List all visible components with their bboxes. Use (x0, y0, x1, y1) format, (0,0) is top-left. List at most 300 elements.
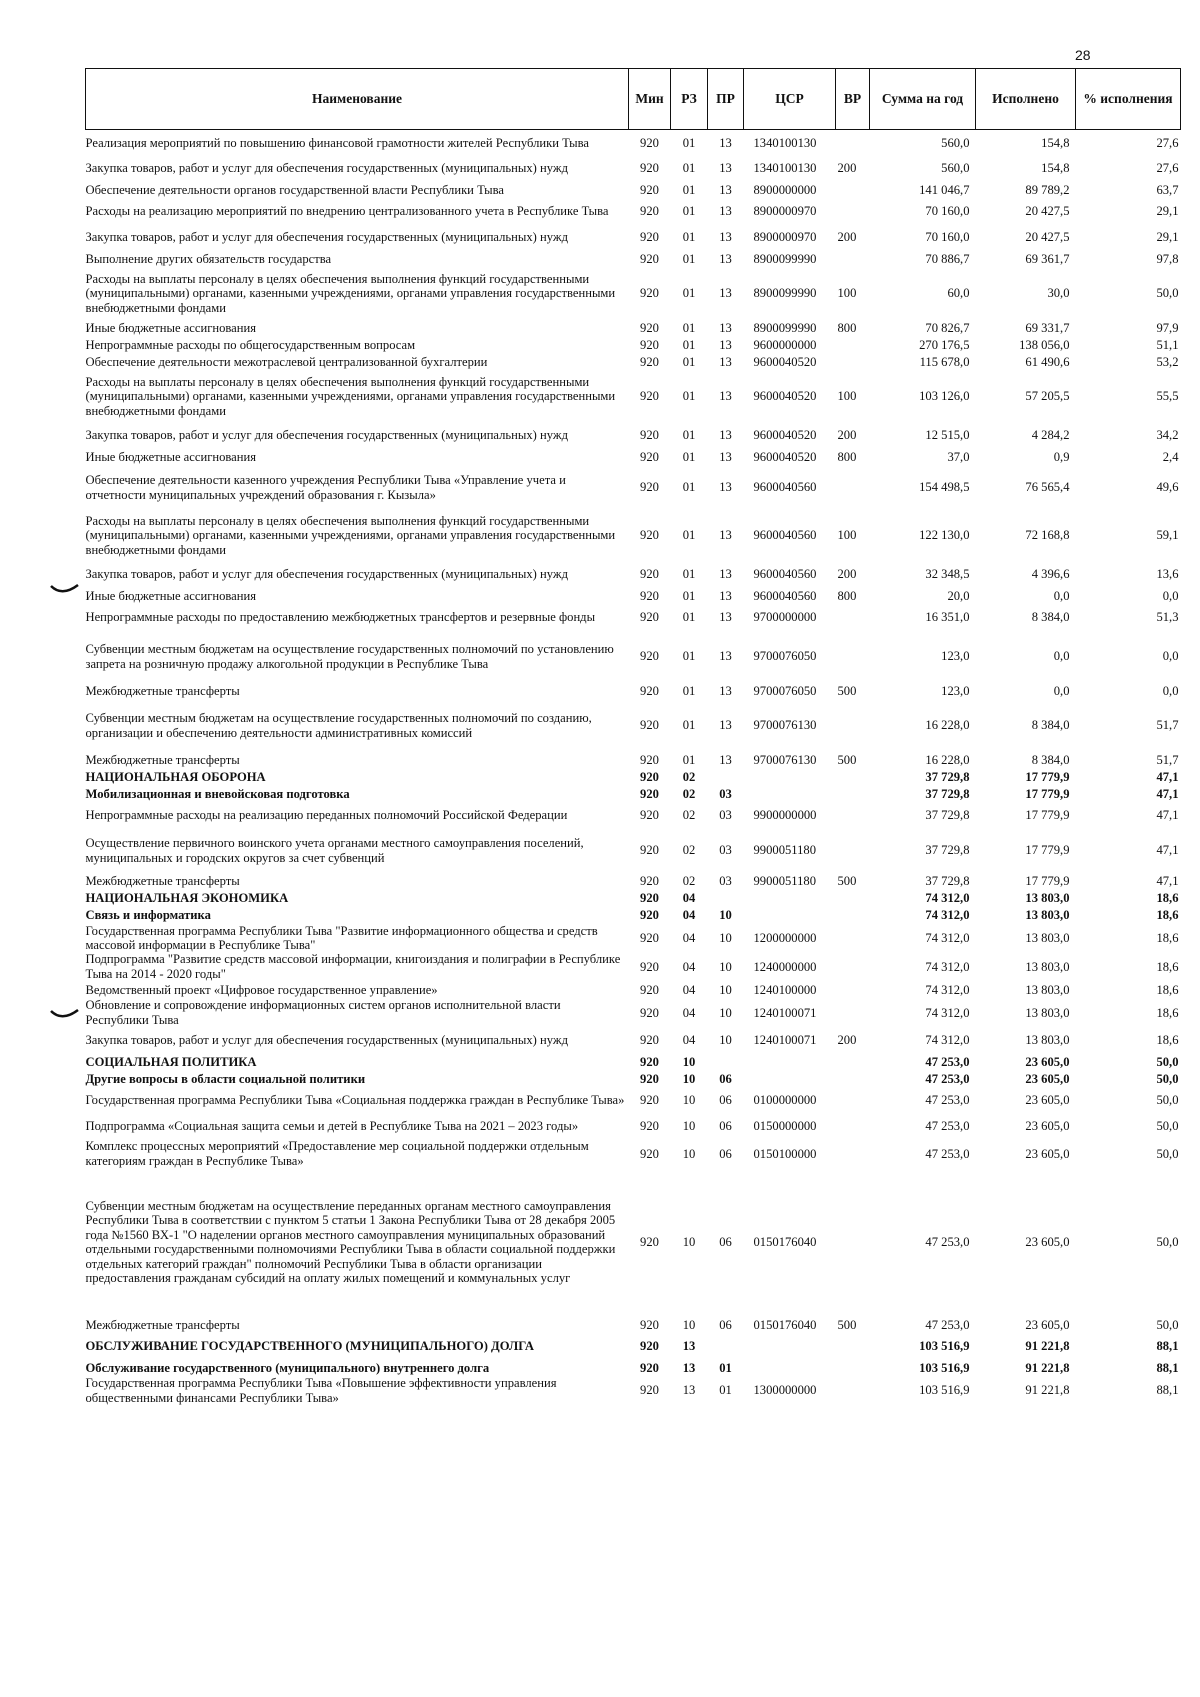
row-section: 01 (682, 135, 696, 150)
row-subsection: 13 (719, 649, 732, 664)
row-target-article: 1300000000 (753, 1383, 817, 1398)
table-row (86, 1316, 1181, 1333)
row-percent: 13,6 (1156, 567, 1179, 582)
row-target-article: 1240100071 (753, 1033, 817, 1048)
row-executed: 0,0 (1053, 588, 1070, 603)
row-target-article: 9600040520 (753, 354, 817, 369)
row-expense-type (836, 1113, 870, 1139)
row-ministry: 920 (640, 808, 659, 823)
row-percent: 34,2 (1156, 428, 1179, 443)
row-annual-sum: 74 312,0 (925, 890, 970, 905)
row-subsection: 06 (719, 1317, 732, 1332)
row-executed: 23 605,0 (1025, 1146, 1070, 1161)
row-section: 10 (682, 1235, 696, 1250)
row-expense-type (836, 1359, 870, 1376)
row-subsection: 10 (719, 1005, 732, 1020)
row-annual-sum: 74 312,0 (925, 1033, 970, 1048)
row-executed: 4 284,2 (1031, 428, 1070, 443)
row-expense-type (836, 998, 870, 1027)
row-executed: 20 427,5 (1025, 204, 1070, 219)
row-name: Межбюджетные трансферты (85, 1317, 240, 1332)
row-expense-type (836, 829, 870, 873)
table-row (86, 130, 1181, 156)
row-target-article: 9600040560 (753, 567, 817, 582)
row-subsection: 13 (719, 610, 732, 625)
row-section: 01 (682, 752, 696, 767)
row-percent: 50,0 (1156, 1317, 1179, 1332)
row-target-article: 1240100000 (753, 982, 817, 997)
row-expense-type (836, 354, 870, 371)
row-subsection: 13 (719, 428, 732, 443)
row-target-article: 1240100071 (753, 1005, 817, 1020)
row-subsection: 13 (719, 588, 732, 603)
row-section: 04 (682, 959, 696, 974)
row-section: 04 (682, 890, 696, 905)
row-section: 01 (682, 528, 696, 543)
row-name: Другие вопросы в области социальной политики (85, 1071, 366, 1086)
row-percent: 55,5 (1156, 389, 1179, 404)
row-executed: 0,0 (1053, 683, 1070, 698)
row-ministry: 920 (640, 1339, 659, 1354)
row-ministry: 920 (640, 204, 659, 219)
header-subsection: ПР (708, 69, 744, 130)
row-percent: 88,1 (1156, 1339, 1179, 1354)
row-percent: 47,1 (1156, 808, 1179, 823)
row-executed: 23 605,0 (1025, 1119, 1070, 1134)
row-subsection: 03 (719, 873, 732, 888)
row-percent: 51,1 (1156, 337, 1179, 352)
row-percent: 50,0 (1156, 1235, 1179, 1250)
row-executed: 23 605,0 (1025, 1071, 1070, 1086)
row-name: Выполнение других обязательств государства (85, 251, 332, 266)
row-executed: 17 779,9 (1025, 873, 1070, 888)
row-target-article: 1200000000 (753, 930, 817, 945)
row-executed: 61 490,6 (1025, 354, 1070, 369)
row-target-article: 0100000000 (753, 1093, 817, 1108)
row-target-article (744, 1359, 836, 1376)
table-row (86, 1139, 1181, 1168)
row-annual-sum: 70 160,0 (925, 204, 970, 219)
row-expense-type (836, 1139, 870, 1168)
row-percent: 47,1 (1156, 873, 1179, 888)
row-target-article: 9600040520 (753, 428, 817, 443)
row-annual-sum: 47 253,0 (925, 1317, 970, 1332)
row-executed: 69 331,7 (1025, 320, 1070, 335)
row-name: Субвенции местным бюджетам на осуществление переданных органам местного самоуправления Республики Тыва в соответствии с пунктом 5 статьи 1 Закона Республики Тыва от 28 декабря 2005 года №1560 ВХ-1 "О наделении органов местного самоуправления муниципальных образований отдельными государственными полномочиями Республики Тыва в области социальной поддержки отдельных категорий граждан" полномочий Республики Тыва в области организации предоставления гражданам субсидий на оплату жилых помещений и коммунальных услуг (85, 1198, 616, 1286)
row-executed: 8 384,0 (1031, 718, 1070, 733)
row-name: Обеспечение деятельности органов государственной власти Республики Тыва (85, 182, 504, 197)
row-executed: 69 361,7 (1025, 251, 1070, 266)
row-executed: 138 056,0 (1019, 337, 1070, 352)
row-ministry: 920 (640, 354, 659, 369)
row-annual-sum: 560,0 (941, 135, 970, 150)
row-target-article (744, 1053, 836, 1070)
row-target-article: 9700076050 (753, 683, 817, 698)
row-percent: 47,1 (1156, 786, 1179, 801)
table-row (86, 354, 1181, 371)
header-executed: Исполнено (976, 69, 1076, 130)
row-subsection (708, 1333, 744, 1359)
row-ministry: 920 (640, 1146, 659, 1161)
row-target-article: 0150000000 (753, 1119, 817, 1134)
row-percent: 27,6 (1156, 135, 1179, 150)
section-row (86, 907, 1181, 924)
row-name: Расходы на реализацию мероприятий по внедрению централизованного учета в Республике Тыва (85, 204, 609, 219)
row-ministry: 920 (640, 251, 659, 266)
row-section: 04 (682, 982, 696, 997)
margin-check-mark (50, 583, 80, 595)
row-ministry: 920 (640, 649, 659, 664)
row-target-article (744, 769, 836, 786)
row-expense-type: 200 (837, 230, 857, 245)
row-ministry: 920 (640, 528, 659, 543)
row-annual-sum: 154 498,5 (919, 480, 970, 495)
header-percent-executed: % исполнения (1076, 69, 1181, 130)
row-name: Реализация мероприятий по повышению финансовой грамотности жителей Республики Тыва (85, 135, 590, 150)
row-section: 13 (682, 1383, 696, 1398)
row-name: Обеспечение деятельности межотраслевой централизованной бухгалтерии (85, 354, 488, 369)
row-target-article: 9600040560 (753, 588, 817, 603)
row-name: Закупка товаров, работ и услуг для обеспечения государственных (муниципальных) нужд (85, 428, 568, 443)
row-percent: 63,7 (1156, 182, 1179, 197)
row-percent: 47,1 (1156, 769, 1179, 784)
row-name: Связь и информатика (85, 907, 211, 922)
row-section: 13 (682, 1339, 696, 1354)
row-expense-type (836, 803, 870, 829)
row-percent: 27,6 (1156, 161, 1179, 176)
table-row (86, 182, 1181, 199)
section-row (86, 1070, 1181, 1087)
row-percent: 29,1 (1156, 204, 1179, 219)
row-percent: 29,1 (1156, 230, 1179, 245)
table-row (86, 1168, 1181, 1316)
row-name: Закупка товаров, работ и услуг для обеспечения государственных (муниципальных) нужд (85, 161, 568, 176)
row-executed: 13 803,0 (1025, 982, 1070, 997)
table-row (86, 251, 1181, 268)
row-annual-sum: 16 351,0 (925, 610, 970, 625)
row-annual-sum: 115 678,0 (919, 354, 970, 369)
row-ministry: 920 (640, 182, 659, 197)
row-target-article (744, 890, 836, 907)
row-name: Межбюджетные трансферты (85, 683, 240, 698)
row-name: Иные бюджетные ассигнования (85, 320, 257, 335)
row-percent: 51,7 (1156, 718, 1179, 733)
row-executed: 13 803,0 (1025, 907, 1070, 922)
row-annual-sum: 70 886,7 (925, 251, 970, 266)
row-annual-sum: 74 312,0 (925, 930, 970, 945)
row-section: 10 (682, 1317, 696, 1332)
table-row (86, 1087, 1181, 1113)
row-target-article: 9700000000 (753, 610, 817, 625)
row-target-article: 9900051180 (753, 873, 817, 888)
row-ministry: 920 (640, 567, 659, 582)
row-ministry: 920 (640, 982, 659, 997)
row-section: 10 (682, 1146, 696, 1161)
row-ministry: 920 (640, 286, 659, 301)
row-target-article: 9600000000 (753, 337, 817, 352)
row-name: НАЦИОНАЛЬНАЯ ОБОРОНА (85, 769, 266, 784)
row-name: Расходы на выплаты персоналу в целях обеспечения выполнения функций государственными (муниципальными) органами, казенными учреждениями, органами управления государственными внебюджетными фондами (85, 374, 616, 418)
row-executed: 17 779,9 (1025, 843, 1070, 858)
row-section: 01 (682, 251, 696, 266)
section-row (86, 1333, 1181, 1359)
row-percent: 0,0 (1162, 649, 1179, 664)
row-executed: 154,8 (1041, 135, 1070, 150)
row-subsection: 13 (719, 161, 732, 176)
row-percent: 88,1 (1156, 1383, 1179, 1398)
table-row (86, 700, 1181, 752)
row-subsection: 06 (719, 1235, 732, 1250)
row-annual-sum: 47 253,0 (925, 1146, 970, 1161)
row-name: ОБСЛУЖИВАНИЕ ГОСУДАРСТВЕННОГО (МУНИЦИПАЛЬНОГО) ДОЛГА (85, 1339, 534, 1354)
row-ministry: 920 (640, 1033, 659, 1048)
header-name: Наименование (86, 69, 629, 130)
row-expense-type: 500 (837, 1317, 857, 1332)
header-section: РЗ (671, 69, 708, 130)
header-annual-sum: Сумма на год (870, 69, 976, 130)
row-ministry: 920 (640, 135, 659, 150)
row-target-article: 8900000970 (753, 230, 817, 245)
row-annual-sum: 74 312,0 (925, 982, 970, 997)
row-ministry: 920 (640, 1093, 659, 1108)
row-subsection: 10 (719, 959, 732, 974)
row-section: 10 (682, 1071, 696, 1086)
row-expense-type: 200 (837, 161, 857, 176)
row-annual-sum: 60,0 (947, 286, 970, 301)
row-expense-type (836, 605, 870, 631)
row-ministry: 920 (640, 890, 659, 905)
row-executed: 13 803,0 (1025, 959, 1070, 974)
row-percent: 49,6 (1156, 480, 1179, 495)
row-target-article (744, 1070, 836, 1087)
table-row (86, 829, 1181, 873)
row-annual-sum: 122 130,0 (919, 528, 970, 543)
row-name: Ведомственный проект «Цифровое государственное управление» (85, 982, 438, 997)
row-percent: 50,0 (1156, 1146, 1179, 1161)
row-annual-sum: 74 312,0 (925, 959, 970, 974)
row-name: Непрограммные расходы на реализацию переданных полномочий Российской Федерации (85, 808, 568, 823)
row-name: Субвенции местным бюджетам на осуществление государственных полномочий по установлению запрета на розничную продажу алкогольной продукции в Республике Тыва (85, 642, 614, 671)
row-section: 10 (682, 1054, 696, 1069)
row-name: Обеспечение деятельности казенного учреждения Республики Тыва «Управление учета и отчетности муниципальных учреждений образования г. Кызыла» (85, 473, 566, 502)
row-section: 02 (682, 769, 696, 784)
row-target-article: 9600040520 (753, 389, 817, 404)
row-name: Подпрограмма «Социальная защита семьи и детей в Республике Тыва на 2021 – 2023 годы» (85, 1119, 579, 1134)
row-percent: 50,0 (1156, 286, 1179, 301)
row-section: 01 (682, 610, 696, 625)
row-annual-sum: 37 729,8 (925, 769, 970, 784)
row-subsection: 13 (719, 320, 732, 335)
row-percent: 18,6 (1156, 930, 1179, 945)
row-annual-sum: 47 253,0 (925, 1093, 970, 1108)
row-ministry: 920 (640, 1235, 659, 1250)
row-target-article: 9700076130 (753, 718, 817, 733)
row-executed: 89 789,2 (1025, 182, 1070, 197)
row-section: 01 (682, 320, 696, 335)
table-row (86, 924, 1181, 953)
row-section: 01 (682, 649, 696, 664)
row-expense-type (836, 337, 870, 354)
table-row (86, 466, 1181, 510)
section-row (86, 1359, 1181, 1376)
row-section: 04 (682, 1033, 696, 1048)
row-ministry: 920 (640, 786, 659, 801)
table-row (86, 320, 1181, 337)
row-executed: 20 427,5 (1025, 230, 1070, 245)
row-name: Расходы на выплаты персоналу в целях обеспечения выполнения функций государственными (муниципальными) органами, казенными учреждениями, органами управления государственными внебюджетными фондами (85, 513, 616, 557)
row-annual-sum: 103 516,9 (919, 1339, 970, 1354)
row-section: 01 (682, 161, 696, 176)
row-percent: 59,1 (1156, 528, 1179, 543)
row-annual-sum: 20,0 (947, 588, 970, 603)
budget-execution-table (85, 68, 1181, 1405)
row-expense-type (836, 631, 870, 683)
row-percent: 97,9 (1156, 320, 1179, 335)
row-percent: 88,1 (1156, 1360, 1179, 1375)
row-ministry: 920 (640, 610, 659, 625)
row-expense-type (836, 182, 870, 199)
row-section: 01 (682, 567, 696, 582)
row-expense-type (836, 907, 870, 924)
row-executed: 23 605,0 (1025, 1093, 1070, 1108)
row-name: НАЦИОНАЛЬНАЯ ЭКОНОМИКА (85, 890, 289, 905)
row-ministry: 920 (640, 389, 659, 404)
table-row (86, 510, 1181, 562)
row-ministry: 920 (640, 1383, 659, 1398)
row-expense-type: 100 (837, 286, 857, 301)
table-row (86, 1113, 1181, 1139)
table-row (86, 998, 1181, 1027)
row-annual-sum: 37,0 (947, 449, 970, 464)
row-expense-type (836, 1333, 870, 1359)
row-annual-sum: 16 228,0 (925, 752, 970, 767)
row-ministry: 920 (640, 449, 659, 464)
row-expense-type (836, 130, 870, 156)
row-annual-sum: 37 729,8 (925, 786, 970, 801)
row-target-article: 8900099990 (753, 320, 817, 335)
row-annual-sum: 47 253,0 (925, 1071, 970, 1086)
row-section: 01 (682, 718, 696, 733)
row-subsection: 10 (719, 982, 732, 997)
row-subsection: 13 (719, 683, 732, 698)
row-subsection: 13 (719, 752, 732, 767)
table-row (86, 423, 1181, 449)
row-section: 01 (682, 230, 696, 245)
section-row (86, 769, 1181, 786)
row-name: Государственная программа Республики Тыва «Повышение эффективности управления общественными финансами Республики Тыва» (85, 1376, 557, 1405)
row-annual-sum: 141 046,7 (919, 182, 970, 197)
row-subsection: 13 (719, 567, 732, 582)
table-header-row (86, 69, 1181, 130)
row-executed: 23 605,0 (1025, 1317, 1070, 1332)
row-expense-type (836, 1168, 870, 1316)
row-executed: 76 565,4 (1025, 480, 1070, 495)
row-executed: 17 779,9 (1025, 769, 1070, 784)
row-expense-type: 200 (837, 428, 857, 443)
row-section: 02 (682, 808, 696, 823)
row-annual-sum: 37 729,8 (925, 843, 970, 858)
row-name: Мобилизационная и вневойсковая подготовка (85, 786, 350, 801)
row-section: 13 (682, 1360, 696, 1375)
row-percent: 18,6 (1156, 907, 1179, 922)
row-annual-sum: 12 515,0 (925, 428, 970, 443)
row-target-article: 0150176040 (753, 1235, 817, 1250)
row-section: 04 (682, 1005, 696, 1020)
row-executed: 8 384,0 (1031, 610, 1070, 625)
row-executed: 91 221,8 (1025, 1339, 1070, 1354)
row-ministry: 920 (640, 930, 659, 945)
row-section: 04 (682, 907, 696, 922)
row-name: Государственная программа Республики Тыва «Социальная поддержка граждан в Республике Тыва» (85, 1093, 625, 1108)
table-row (86, 631, 1181, 683)
row-target-article: 1340100130 (753, 161, 817, 176)
row-annual-sum: 270 176,5 (919, 337, 970, 352)
row-annual-sum: 103 516,9 (919, 1360, 970, 1375)
row-target-article: 9700076130 (753, 752, 817, 767)
row-percent: 0,0 (1162, 588, 1179, 603)
row-percent: 50,0 (1156, 1071, 1179, 1086)
row-ministry: 920 (640, 843, 659, 858)
row-ministry: 920 (640, 1054, 659, 1069)
row-name: Непрограммные расходы по общегосударственным вопросам (85, 337, 416, 352)
row-annual-sum: 47 253,0 (925, 1119, 970, 1134)
row-ministry: 920 (640, 769, 659, 784)
section-row (86, 786, 1181, 803)
row-percent: 18,6 (1156, 959, 1179, 974)
row-percent: 18,6 (1156, 1033, 1179, 1048)
row-expense-type (836, 769, 870, 786)
row-percent: 50,0 (1156, 1054, 1179, 1069)
row-subsection: 10 (719, 1033, 732, 1048)
row-subsection: 06 (719, 1119, 732, 1134)
row-target-article: 9600040520 (753, 449, 817, 464)
row-executed: 0,9 (1053, 449, 1070, 464)
row-ministry: 920 (640, 161, 659, 176)
row-expense-type (836, 1087, 870, 1113)
row-ministry: 920 (640, 1071, 659, 1086)
table-row (86, 1027, 1181, 1053)
margin-check-mark (50, 1008, 80, 1020)
row-section: 01 (682, 337, 696, 352)
row-ministry: 920 (640, 907, 659, 922)
row-name: Комплекс процессных мероприятий «Предоставление мер социальной поддержки отдельным категориям граждан в Республике Тыва» (85, 1139, 589, 1168)
table-row (86, 803, 1181, 829)
row-annual-sum: 74 312,0 (925, 1005, 970, 1020)
row-executed: 13 803,0 (1025, 930, 1070, 945)
row-executed: 17 779,9 (1025, 808, 1070, 823)
row-target-article: 9600040560 (753, 528, 817, 543)
row-expense-type (836, 251, 870, 268)
row-section: 10 (682, 1119, 696, 1134)
row-subsection: 10 (719, 907, 732, 922)
row-subsection: 01 (719, 1383, 732, 1398)
row-subsection: 06 (719, 1146, 732, 1161)
row-section: 01 (682, 204, 696, 219)
row-section: 01 (682, 354, 696, 369)
row-name: Закупка товаров, работ и услуг для обеспечения государственных (муниципальных) нужд (85, 1033, 568, 1048)
row-annual-sum: 16 228,0 (925, 718, 970, 733)
row-expense-type (836, 890, 870, 907)
row-expense-type (836, 924, 870, 953)
row-subsection: 13 (719, 389, 732, 404)
row-expense-type: 500 (837, 873, 857, 888)
row-ministry: 920 (640, 683, 659, 698)
header-expense-type: ВР (836, 69, 870, 130)
table-row (86, 752, 1181, 769)
row-subsection (708, 769, 744, 786)
row-percent: 18,6 (1156, 982, 1179, 997)
row-annual-sum: 37 729,8 (925, 873, 970, 888)
